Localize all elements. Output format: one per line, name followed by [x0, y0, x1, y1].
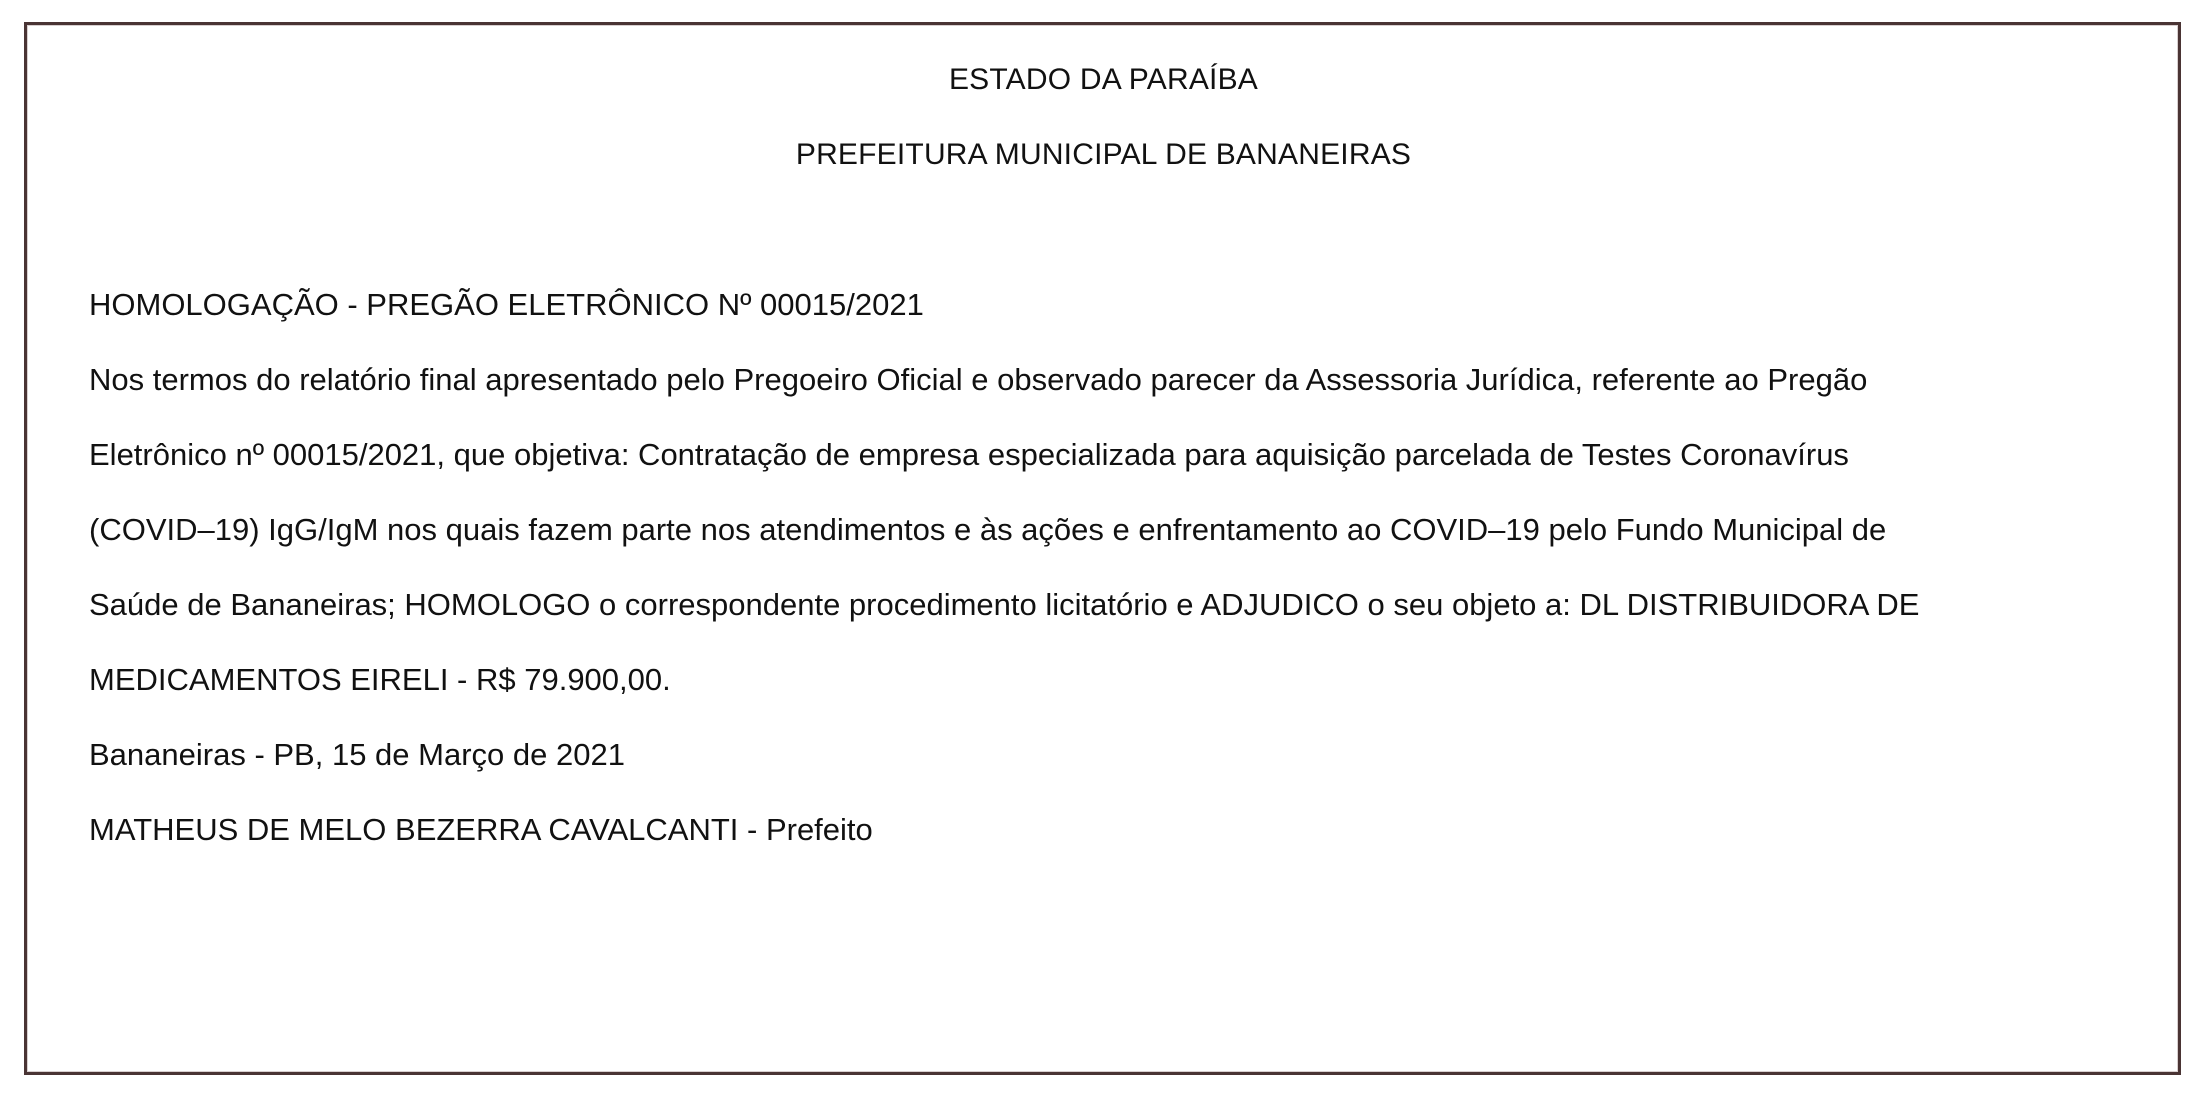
municipality-heading: PREFEITURA MUNICIPAL DE BANANEIRAS [795, 138, 1412, 171]
state-heading: ESTADO DA PARAÍBA [948, 63, 1259, 96]
place-date: Bananeiras - PB, 15 de Março de 2021 [89, 737, 625, 772]
paragraph-line-4: Saúde de Bananeiras; HOMOLOGO o correspondente procedimento licitatório e ADJUDICO o seu objeto a: DL DISTRIBUIDORA DE [89, 587, 1920, 622]
paragraph-line-3: (COVID–19) IgG/IgM nos quais fazem parte nos atendimentos e às ações e enfrentamento ao COVID–19 pelo Fundo Municipal de [89, 512, 1887, 547]
paragraph-line-2: Eletrônico nº 00015/2021, que objetiva: Contratação de empresa especializada para aquisição parcelada de Testes Coronavírus [89, 437, 1849, 472]
paragraph-line-1: Nos termos do relatório final apresentado pelo Pregoeiro Oficial e observado parecer da Assessoria Jurídica, referente ao Pregão [89, 362, 1868, 397]
signatory: MATHEUS DE MELO BEZERRA CAVALCANTI - Prefeito [89, 812, 873, 847]
notice-title: HOMOLOGAÇÃO - PREGÃO ELETRÔNICO Nº 00015/2021 [89, 287, 924, 322]
paragraph-line-5: MEDICAMENTOS EIRELI - R$ 79.900,00. [89, 662, 671, 697]
